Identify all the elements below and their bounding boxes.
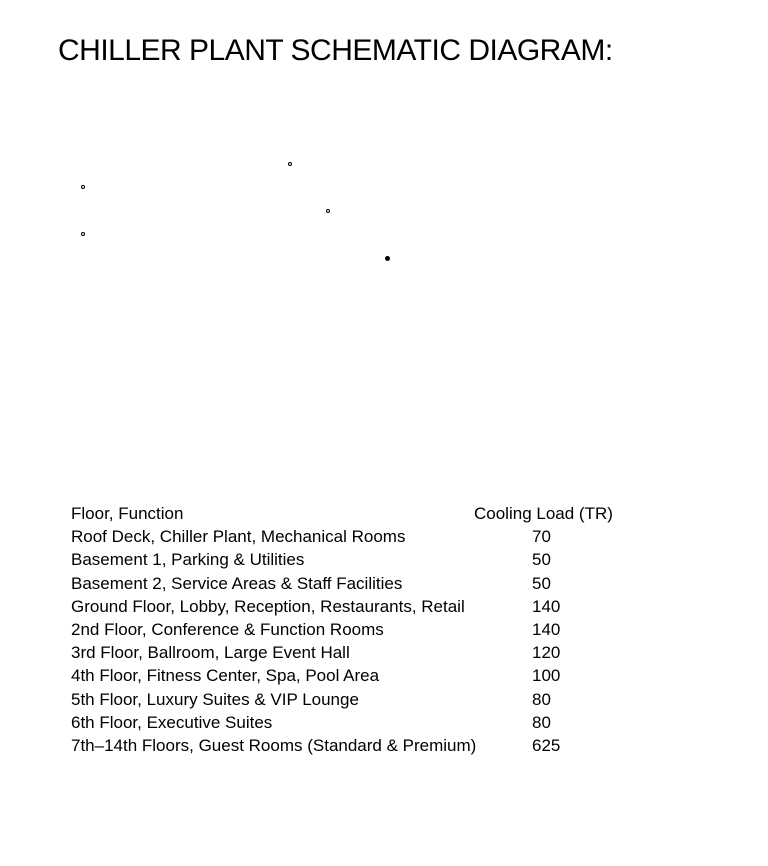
- row-cooling-load: 625: [532, 735, 561, 755]
- row-cooling-load: 140: [532, 596, 561, 616]
- row-floor-function: Ground Floor, Lobby, Reception, Restaurants, Retail: [71, 596, 465, 616]
- hollow-bullet-marker: [326, 209, 330, 213]
- row-floor-function: 4th Floor, Fitness Center, Spa, Pool Area: [71, 666, 380, 686]
- hollow-bullet-marker: [81, 185, 85, 189]
- hollow-bullet-marker: [288, 162, 292, 166]
- page-title: CHILLER PLANT SCHEMATIC DIAGRAM:: [58, 34, 613, 67]
- row-cooling-load: 100: [532, 666, 561, 686]
- row-floor-function: 2nd Floor, Conference & Function Rooms: [71, 619, 384, 639]
- hollow-bullet-marker: [81, 232, 85, 236]
- row-cooling-load: 50: [532, 573, 551, 593]
- row-cooling-load: 50: [532, 550, 551, 570]
- row-cooling-load: 120: [532, 643, 561, 663]
- row-cooling-load: 80: [532, 712, 551, 732]
- header-cooling-load: Cooling Load (TR): [474, 504, 613, 523]
- row-floor-function: 7th–14th Floors, Guest Rooms (Standard & Premium): [71, 735, 477, 755]
- row-floor-function: 5th Floor, Luxury Suites & VIP Lounge: [71, 689, 359, 709]
- row-floor-function: Basement 2, Service Areas & Staff Facilities: [71, 573, 403, 593]
- row-cooling-load: 70: [532, 527, 551, 547]
- row-cooling-load: 80: [532, 689, 551, 709]
- row-floor-function: 6th Floor, Executive Suites: [71, 712, 273, 732]
- header-floor-function: Floor, Function: [71, 504, 184, 523]
- filled-bullet-marker: [385, 256, 390, 261]
- row-floor-function: Basement 1, Parking & Utilities: [71, 550, 305, 570]
- row-floor-function: Roof Deck, Chiller Plant, Mechanical Rooms: [71, 527, 406, 547]
- row-floor-function: 3rd Floor, Ballroom, Large Event Hall: [71, 643, 350, 663]
- row-cooling-load: 140: [532, 619, 561, 639]
